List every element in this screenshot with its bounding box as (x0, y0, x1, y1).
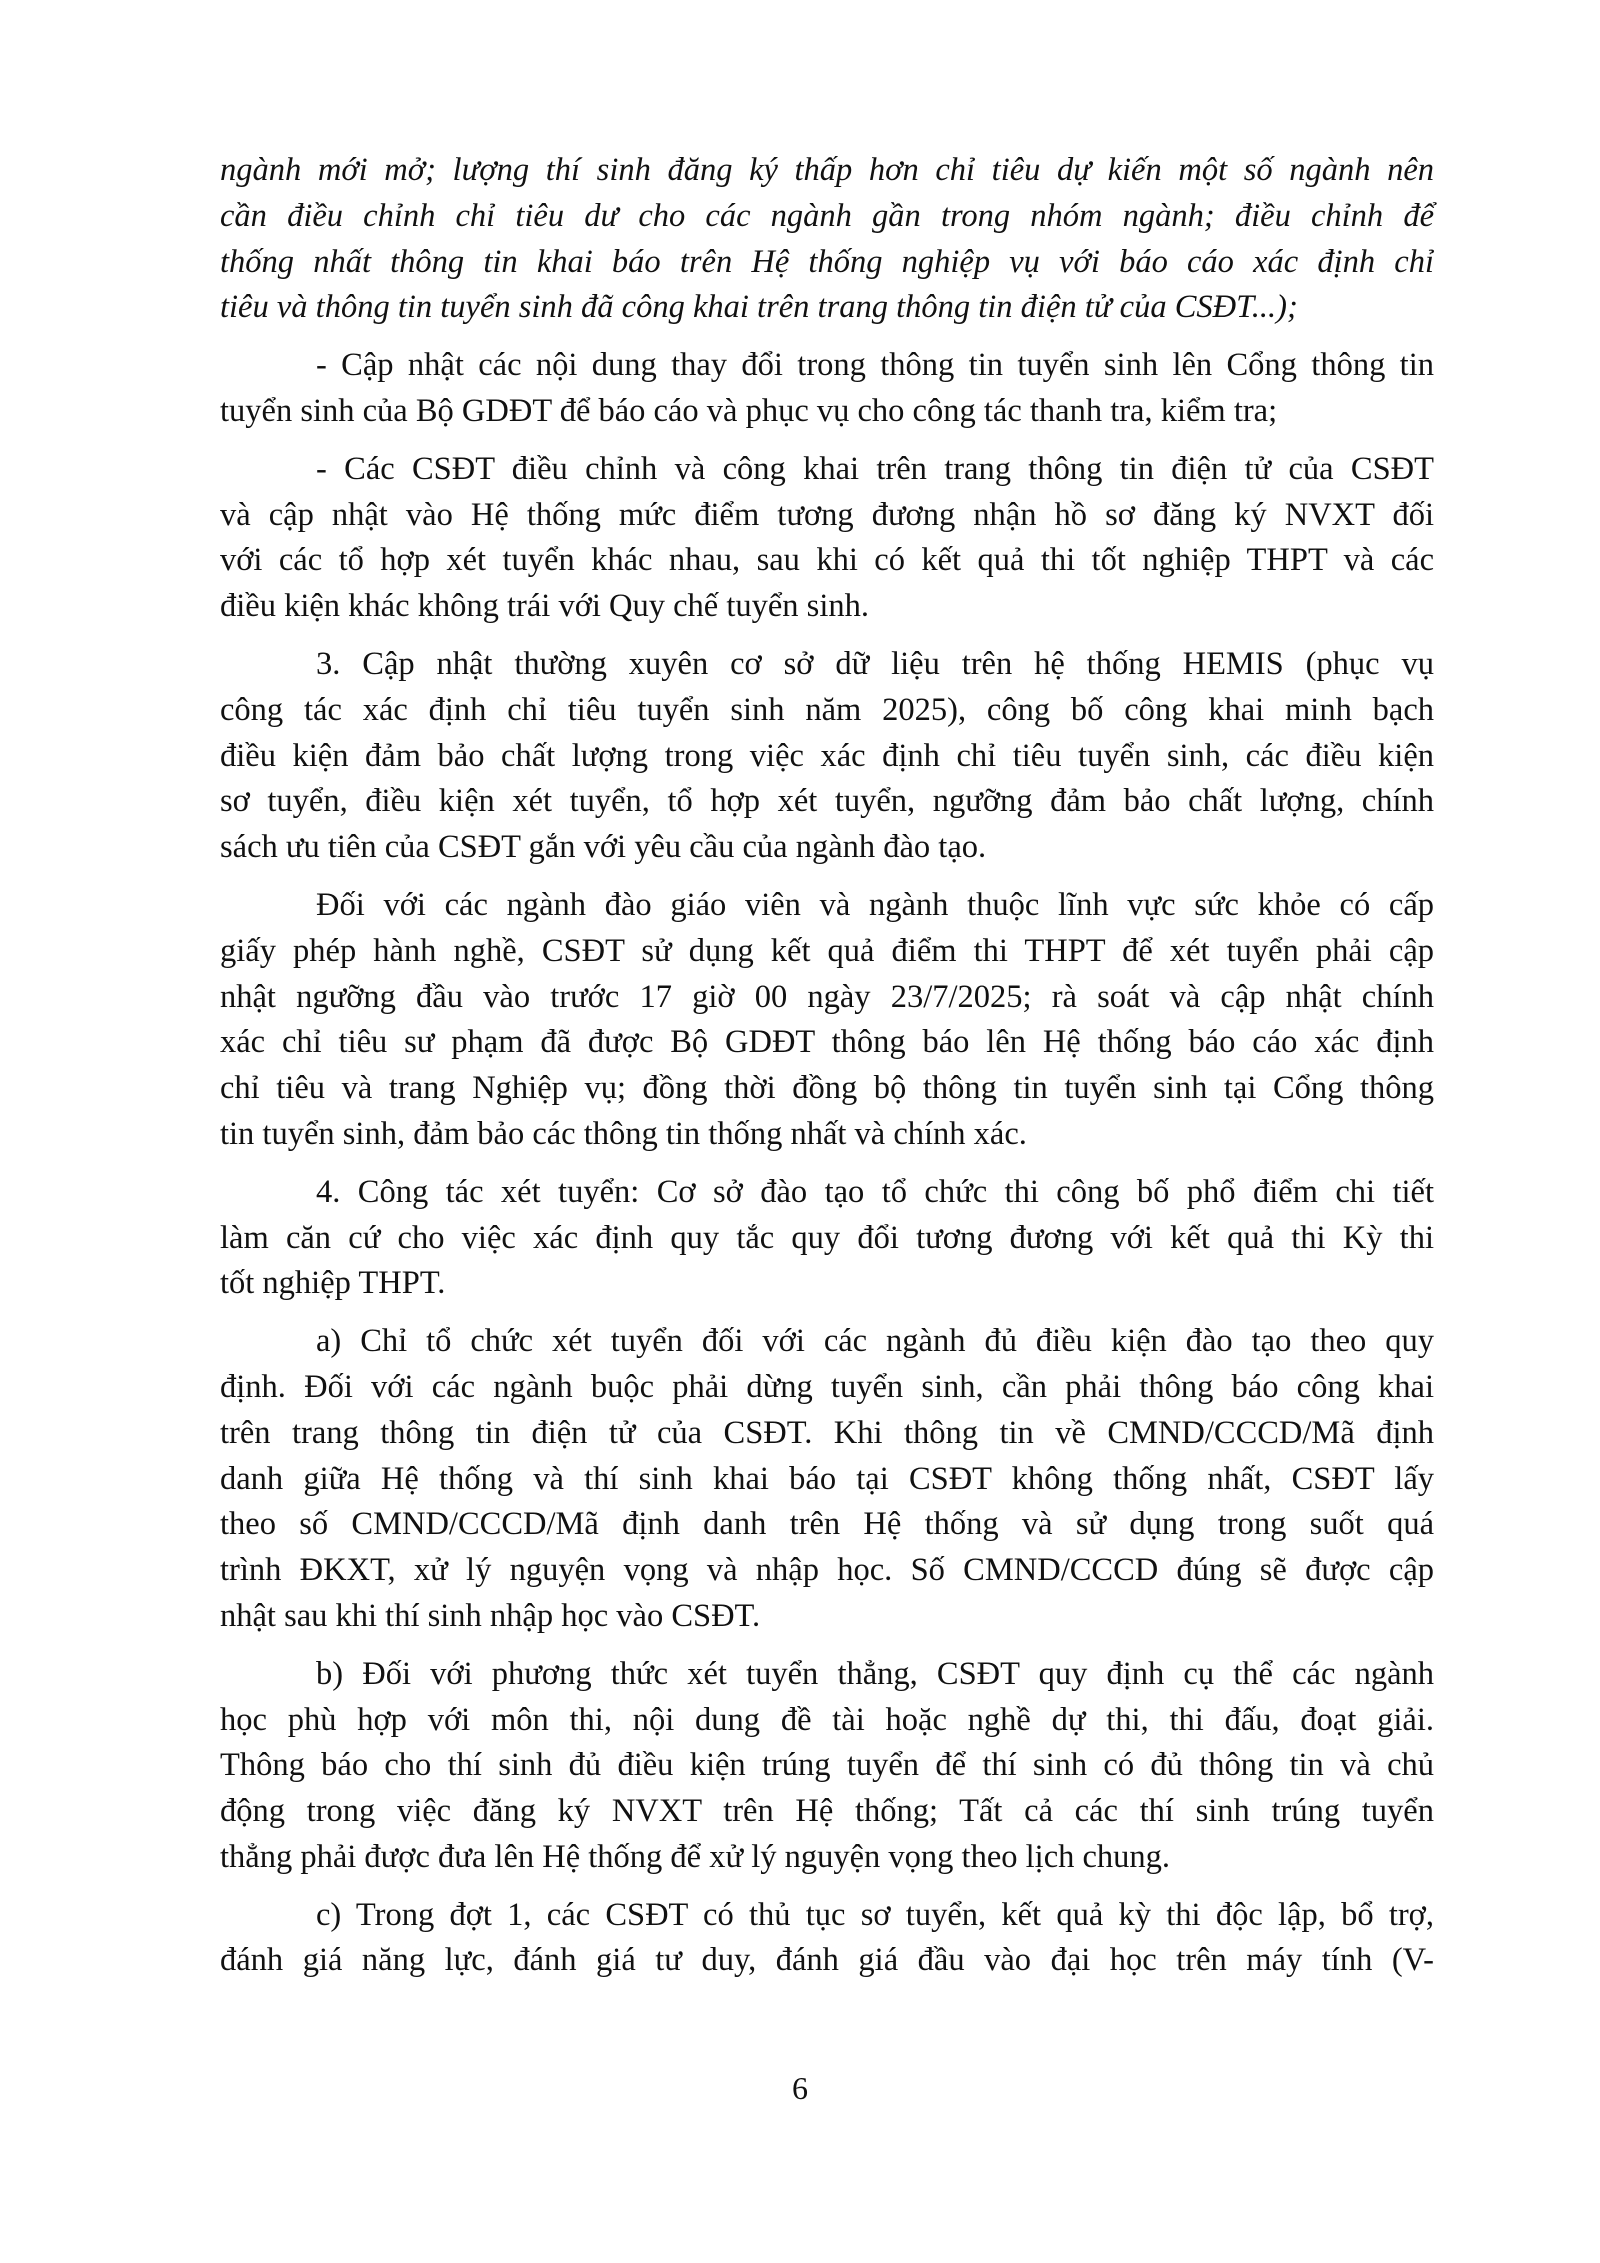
text-line: thẳng phải được đưa lên Hệ thống để xử lý nguyện vọng theo lịch chung. (220, 1838, 1171, 1875)
paragraph-update-portal (220, 343, 1434, 435)
text-line: động trong việc đăng ký NVXT trên Hệ thống; Tất cả các thí sinh trúng tuyển (220, 1793, 1434, 1830)
text-line: điều kiện khác không trái với Quy chế tuyển sinh. (220, 588, 869, 625)
text-line: danh giữa Hệ thống và thí sinh khai báo tại CSĐT không thống nhất, CSĐT lấy (220, 1460, 1434, 1497)
paragraph-intro-continuation (220, 148, 1434, 331)
text-line: a) Chỉ tổ chức xét tuyển đối với các ngành đủ điều kiện đào tạo theo quy (316, 1323, 1434, 1360)
page-number: 6 (792, 2070, 808, 2106)
text-line: và cập nhật vào Hệ thống mức điểm tương đương nhận hồ sơ đăng ký NVXT đối (220, 496, 1434, 533)
text-line: theo số CMND/CCCD/Mã định danh trên Hệ thống và sử dụng trong suốt quá (220, 1506, 1434, 1543)
paragraph-item-a (220, 1319, 1434, 1640)
paragraph-adjust-publish (220, 447, 1434, 630)
text-line: công tác xác định chỉ tiêu tuyển sinh năm 2025), công bố công khai minh bạch (220, 691, 1434, 728)
text-line: học phù hợp với môn thi, nội dung đề tài hoặc nghề dự thi, thi đấu, đoạt giải. (220, 1701, 1434, 1738)
paragraph-teacher-health-fields (220, 883, 1434, 1158)
text-line: - Cập nhật các nội dung thay đổi trong thông tin tuyển sinh lên Cổng thông tin (316, 347, 1434, 384)
text-line: định. Đối với các ngành buộc phải dừng tuyển sinh, cần phải thông báo công khai (220, 1368, 1434, 1405)
text-line: tiêu và thông tin tuyển sinh đã công khai trên trang thông tin điện tử của CSĐT...); (220, 289, 1298, 326)
text-line: tốt nghiệp THPT. (220, 1265, 446, 1302)
text-line: tuyển sinh của Bộ GDĐT để báo cáo và phục vụ cho công tác thanh tra, kiểm tra; (220, 392, 1278, 429)
text-line: sơ tuyển, điều kiện xét tuyển, tổ hợp xét tuyển, ngưỡng đảm bảo chất lượng, chính (220, 783, 1434, 820)
text-line: thống nhất thông tin khai báo trên Hệ thống nghiệp vụ với báo cáo xác định chỉ (220, 243, 1434, 280)
paragraph-item-b (220, 1652, 1434, 1881)
text-line: với các tổ hợp xét tuyển khác nhau, sau khi có kết quả thi tốt nghiệp THPT và các (220, 542, 1434, 579)
text-line: nhật sau khi thí sinh nhập học vào CSĐT. (220, 1597, 761, 1634)
document-page (220, 148, 1434, 1996)
text-line: chỉ tiêu và trang Nghiệp vụ; đồng thời đồng bộ thông tin tuyển sinh tại Cổng thông (220, 1070, 1434, 1107)
paragraph-section-4 (220, 1170, 1434, 1307)
text-line: - Các CSĐT điều chỉnh và công khai trên trang thông tin điện tử của CSĐT (316, 450, 1434, 487)
text-line: Đối với các ngành đào giáo viên và ngành thuộc lĩnh vực sức khỏe có cấp (316, 886, 1434, 923)
text-line: điều kiện đảm bảo chất lượng trong việc xác định chỉ tiêu tuyển sinh, các điều kiện (220, 737, 1434, 774)
text-line: Thông báo cho thí sinh đủ điều kiện trúng tuyển để thí sinh có đủ thông tin và chủ (220, 1747, 1434, 1784)
text-line: giấy phép hành nghề, CSĐT sử dụng kết quả điểm thi THPT để xét tuyển phải cập (220, 932, 1434, 969)
text-line: cần điều chỉnh chỉ tiêu dư cho các ngành gần trong nhóm ngành; điều chỉnh để (220, 197, 1434, 234)
text-line: sách ưu tiên của CSĐT gắn với yêu cầu của ngành đào tạo. (220, 829, 987, 866)
text-line: 4. Công tác xét tuyển: Cơ sở đào tạo tổ chức thi công bố phổ điểm chi tiết (316, 1173, 1434, 1210)
text-line: c) Trong đợt 1, các CSĐT có thủ tục sơ tuyển, kết quả kỳ thi độc lập, bổ trợ, (316, 1896, 1434, 1933)
text-line: ngành mới mở; lượng thí sinh đăng ký thấp hơn chỉ tiêu dự kiến một số ngành nên (220, 152, 1434, 188)
text-line: đánh giá năng lực, đánh giá tư duy, đánh giá đầu vào đại học trên máy tính (V- (220, 1942, 1434, 1979)
text-line: tin tuyển sinh, đảm bảo các thông tin thống nhất và chính xác. (220, 1115, 1027, 1152)
text-line: b) Đối với phương thức xét tuyển thẳng, CSĐT quy định cụ thể các ngành (316, 1655, 1434, 1692)
text-line: nhật ngưỡng đầu vào trước 17 giờ 00 ngày 23/7/2025; rà soát và cập nhật chính (220, 978, 1434, 1015)
text-line: xác chỉ tiêu sư phạm đã được Bộ GDĐT thông báo lên Hệ thống báo cáo xác định (220, 1024, 1434, 1061)
paragraph-item-c (220, 1893, 1434, 1985)
paragraph-section-3 (220, 642, 1434, 871)
text-line: trên trang thông tin điện tử của CSĐT. Khi thông tin về CMND/CCCD/Mã định (220, 1414, 1434, 1451)
text-line: làm căn cứ cho việc xác định quy tắc quy đổi tương đương với kết quả thi Kỳ thi (220, 1219, 1434, 1256)
text-line: trình ĐKXT, xử lý nguyện vọng và nhập học. Số CMND/CCCD đúng sẽ được cập (220, 1552, 1434, 1589)
text-line: 3. Cập nhật thường xuyên cơ sở dữ liệu trên hệ thống HEMIS (phục vụ (316, 645, 1434, 682)
